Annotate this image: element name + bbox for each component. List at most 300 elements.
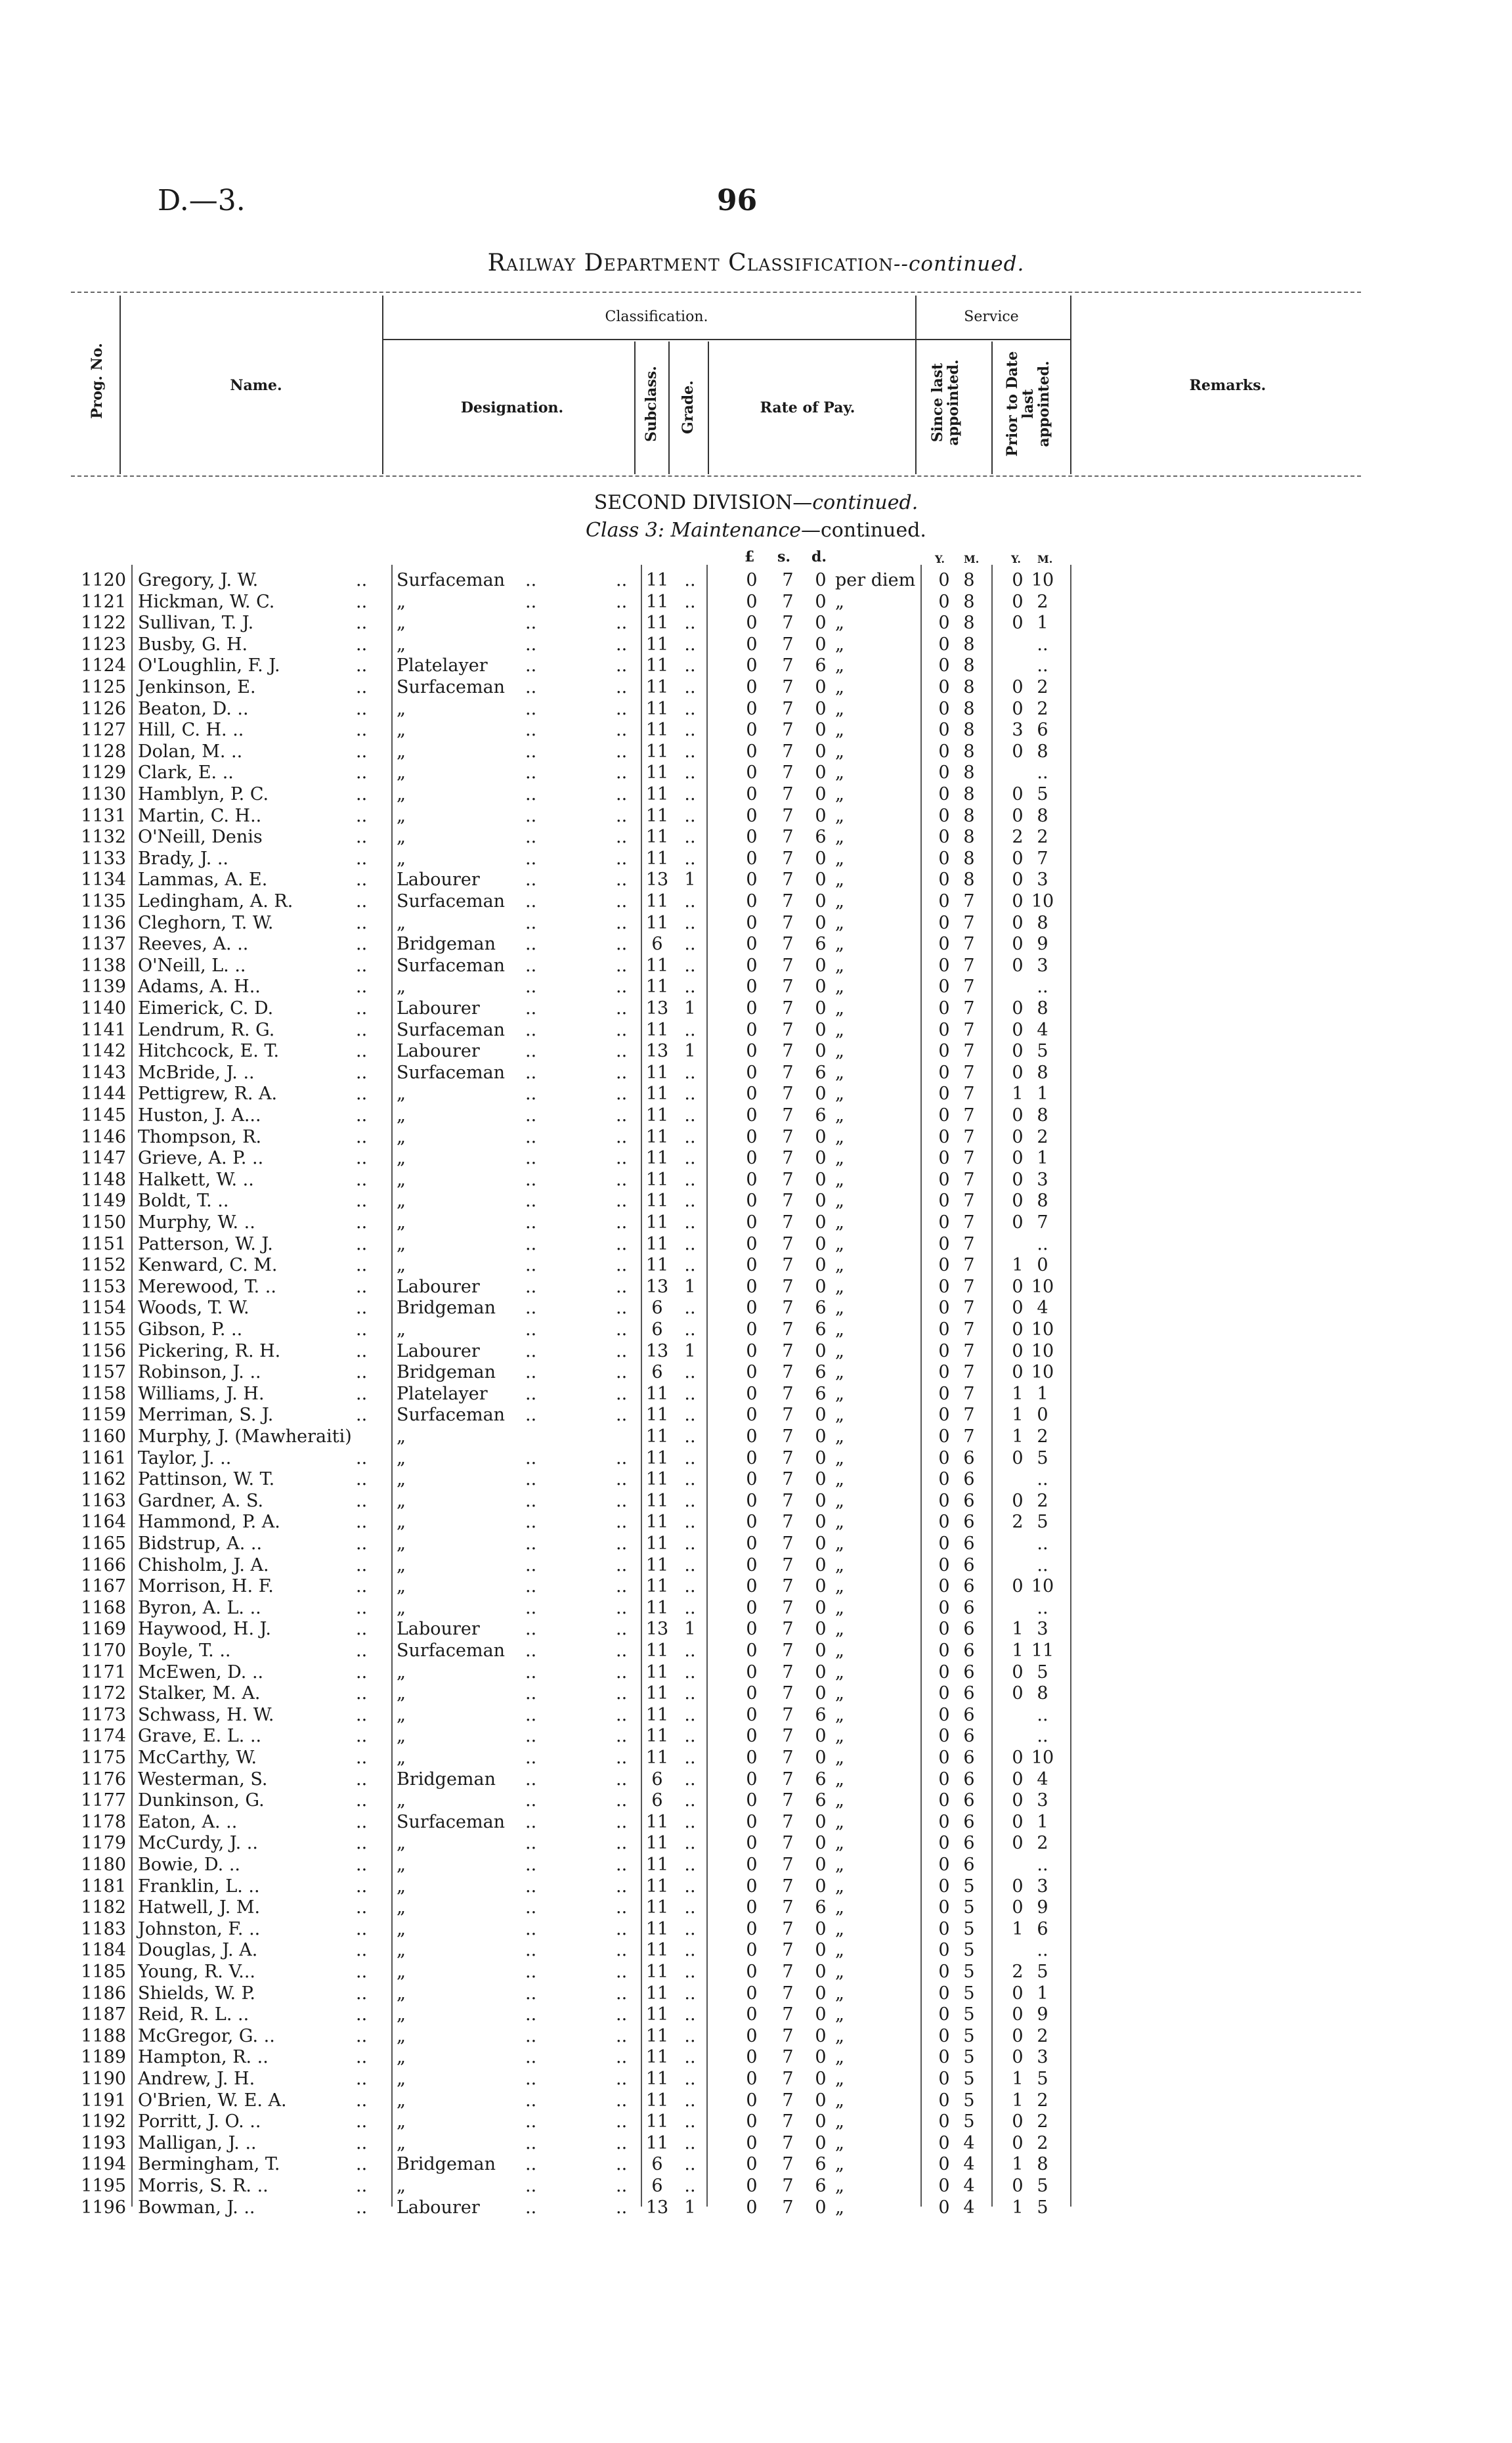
since-years: 0 [938,1426,950,1447]
table-row [0,2026,1512,2047]
pay-pounds: 0 [746,1726,758,1747]
prior-years: 0 [1012,1340,1024,1361]
rule-designation [634,341,636,474]
pay-period: „ [835,2047,844,2068]
designation: „ [397,1918,406,1939]
since-months: 5 [963,1983,975,2004]
pay-period: „ [835,1319,844,1340]
pay-pounds: 0 [746,1383,758,1404]
grade: .. [684,955,696,976]
unit-prior-m: M. [1037,553,1053,565]
table-row [0,1640,1512,1662]
pay-period: „ [835,1619,844,1640]
prog-number: 1161 [81,1447,126,1468]
since-months: 6 [963,1447,975,1468]
grade: .. [684,1640,696,1661]
prog-number: 1181 [81,1876,126,1897]
employee-name: Hatwell, J. M. [138,1897,261,1918]
prior-months: 9 [1037,934,1048,955]
since-years: 0 [938,2176,950,2196]
leader-dots: .. [616,1276,628,1297]
employee-name: Douglas, J. A. [138,1940,258,1961]
page-title [0,250,1512,276]
designation: „ [397,1748,406,1768]
grade: .. [684,1512,696,1533]
prior-years: 0 [1012,1897,1024,1918]
col-prog-no: Prog. No. [89,343,106,419]
designation: „ [397,1790,406,1811]
leader-dots: .. [525,698,537,719]
since-months: 7 [963,1041,975,1062]
pay-period: „ [835,2069,844,2089]
leader-dots: .. [525,1126,537,1147]
leader-dots: .. [525,1469,537,1490]
pay-pence: 6 [815,2176,827,2196]
leader-dots: .. [525,1833,537,1854]
pay-pounds: 0 [746,1576,758,1597]
leader-dots: .. [616,1640,628,1661]
pay-period: „ [835,998,844,1019]
table-row [0,1619,1512,1640]
rule-prior [1070,296,1071,474]
prog-number: 1167 [81,1576,126,1597]
prog-number: 1134 [81,869,126,891]
pay-pounds: 0 [746,698,758,719]
designation: „ [397,1683,406,1704]
pay-pounds: 0 [746,634,758,655]
leader-dots: .. [356,805,368,826]
subclass: 13 [645,998,669,1019]
designation: „ [397,2025,406,2046]
pay-shillings: 7 [782,1469,794,1490]
since-months: 8 [963,784,975,804]
pay-period: „ [835,805,844,826]
pay-pounds: 0 [746,1469,758,1490]
grade: .. [684,1897,696,1918]
leader-dots: .. [525,2047,537,2068]
employee-name: Boldt, T. .. [138,1191,229,1212]
leader-dots: .. [356,1811,368,1832]
leader-dots: .. [356,1191,368,1212]
since-months: 6 [963,1554,975,1575]
grade: .. [684,1726,696,1747]
grade: .. [684,2154,696,2175]
leader-dots: .. [356,1597,368,1618]
subclass: 11 [645,1405,669,1426]
table-row [0,827,1512,848]
table-row [0,956,1512,977]
leader-dots: .. [525,1169,537,1190]
subclass: 13 [645,1041,669,1062]
designation: Surfaceman [397,1640,506,1661]
prior-months: .. [1037,1469,1048,1490]
pay-pence: 0 [815,998,827,1019]
subclass: 11 [645,2069,669,2089]
col-remarks: Remarks. [1189,377,1266,394]
pay-pounds: 0 [746,570,758,590]
pay-period: „ [835,1918,844,1939]
prior-months: 7 [1037,848,1048,869]
leader-dots: .. [616,1233,628,1254]
since-years: 0 [938,1405,950,1426]
leader-dots: .. [525,1212,537,1233]
pay-shillings: 7 [782,2176,794,2196]
pay-pence: 0 [815,848,827,869]
since-months: 8 [963,805,975,826]
since-months: 7 [963,1255,975,1276]
since-years: 0 [938,1597,950,1618]
since-months: 8 [963,698,975,719]
prior-months: 5 [1037,2176,1048,2196]
leader-dots: .. [356,1576,368,1597]
leader-dots: .. [525,805,537,826]
since-years: 0 [938,1126,950,1147]
since-years: 0 [938,677,950,697]
table-row [0,1041,1512,1062]
grade: .. [684,1962,696,1982]
class-continued: —continued. [800,519,926,542]
pay-shillings: 7 [782,613,794,634]
pay-pounds: 0 [746,1811,758,1832]
since-months: 6 [963,1833,975,1854]
subclass: 11 [645,1169,669,1190]
pay-period: „ [835,591,844,612]
leader-dots: .. [356,977,368,998]
prog-number: 1160 [81,1426,126,1447]
leader-dots: .. [525,1748,537,1768]
subclass: 11 [645,591,669,612]
col-grade: Grade. [680,380,697,434]
prog-number: 1149 [81,1191,126,1212]
prog-number: 1136 [81,912,126,933]
designation: „ [397,1084,406,1105]
since-months: 6 [963,1597,975,1618]
grade: .. [684,1126,696,1147]
prior-years: 0 [1012,1748,1024,1768]
subclass: 11 [645,827,669,848]
leader-dots: .. [616,1105,628,1126]
designation: „ [397,1169,406,1190]
leader-dots: .. [616,1405,628,1426]
pay-pounds: 0 [746,1769,758,1790]
pay-pounds: 0 [746,1876,758,1897]
rule-subclass [668,341,670,474]
pay-period: „ [835,1041,844,1062]
leader-dots: .. [356,2154,368,2175]
pay-pence: 0 [815,912,827,933]
table-row [0,762,1512,783]
table-row [0,784,1512,805]
pay-period: „ [835,1469,844,1490]
table-row [0,1533,1512,1554]
pay-pence: 0 [815,1255,827,1276]
pay-shillings: 7 [782,891,794,912]
grade: .. [684,698,696,719]
prior-years: 1 [1012,2069,1024,2089]
leader-dots: .. [356,570,368,590]
since-years: 0 [938,741,950,762]
pay-pence: 0 [815,2025,827,2046]
employee-name: Hammond, P. A. [138,1512,280,1533]
since-months: 6 [963,1683,975,1704]
designation: Surfaceman [397,1019,506,1040]
leader-dots: .. [616,891,628,912]
prior-months: .. [1037,1233,1048,1254]
prior-years: 0 [1012,955,1024,976]
since-months: 7 [963,1405,975,1426]
leader-dots: .. [525,1233,537,1254]
prog-number: 1131 [81,805,126,826]
since-months: 6 [963,1512,975,1533]
employee-name: Porritt, J. O. .. [138,2111,261,2132]
grade: .. [684,1533,696,1554]
grade: .. [684,848,696,869]
prior-years: 0 [1012,613,1024,634]
leader-dots: .. [356,1855,368,1875]
leader-dots: .. [525,655,537,676]
table-row [0,2004,1512,2025]
leader-dots: .. [616,1769,628,1790]
pay-pence: 0 [815,1191,827,1212]
since-years: 0 [938,655,950,676]
since-months: 7 [963,1126,975,1147]
since-months: 7 [963,955,975,976]
leader-dots: .. [525,1533,537,1554]
pay-pounds: 0 [746,1447,758,1468]
leader-dots: .. [525,784,537,804]
pay-pence: 0 [815,1447,827,1468]
prior-months: 8 [1037,912,1048,933]
prog-number: 1144 [81,1084,126,1105]
prior-months: 8 [1037,1062,1048,1083]
subclass: 11 [645,1918,669,1939]
leader-dots: .. [616,1062,628,1083]
leader-dots: .. [356,1255,368,1276]
prior-months: 0 [1037,1405,1048,1426]
grade: .. [684,2176,696,2196]
table-row [0,1855,1512,1876]
pay-shillings: 7 [782,1041,794,1062]
since-months: 4 [963,2176,975,2196]
leader-dots: .. [356,1790,368,1811]
unit-since-m: M. [964,553,980,565]
since-months: 4 [963,2197,975,2218]
table-row [0,934,1512,955]
grade: .. [684,2004,696,2025]
class-label: Class 3: [586,519,664,542]
pay-pounds: 0 [746,1597,758,1618]
employee-name: Hamblyn, P. C. [138,784,269,804]
table-row [0,1170,1512,1191]
leader-dots: .. [616,1169,628,1190]
leader-dots: .. [525,591,537,612]
employee-name: Pettigrew, R. A. [138,1084,278,1105]
pay-pence: 0 [815,1662,827,1683]
division-continued: continued. [812,491,918,514]
designation: Surfaceman [397,1811,506,1832]
leader-dots: .. [525,1319,537,1340]
leader-dots: .. [525,1447,537,1468]
table-row [0,1127,1512,1148]
prog-number: 1146 [81,1126,126,1147]
subclass: 11 [645,1554,669,1575]
since-years: 0 [938,634,950,655]
since-years: 0 [938,1233,950,1254]
leader-dots: .. [525,1983,537,2004]
since-years: 0 [938,934,950,955]
designation: „ [397,762,406,783]
pay-period: „ [835,1790,844,1811]
leader-dots: .. [616,955,628,976]
pay-pounds: 0 [746,1126,758,1147]
pay-pounds: 0 [746,1748,758,1768]
leader-dots: .. [525,1640,537,1661]
since-years: 0 [938,955,950,976]
pay-shillings: 7 [782,977,794,998]
prior-years: 0 [1012,570,1024,590]
grade: .. [684,1833,696,1854]
since-years: 0 [938,1940,950,1961]
leader-dots: .. [616,1212,628,1233]
pay-period: „ [835,912,844,933]
since-months: 8 [963,741,975,762]
pay-pence: 0 [815,1855,827,1875]
since-months: 6 [963,1811,975,1832]
grade: 1 [684,998,696,1019]
since-months: 6 [963,1704,975,1725]
since-years: 0 [938,1790,950,1811]
pay-shillings: 7 [782,869,794,891]
leader-dots: .. [356,1512,368,1533]
subclass: 11 [645,912,669,933]
pay-pounds: 0 [746,655,758,676]
prior-months: 6 [1037,1918,1048,1939]
prior-months: 8 [1037,1191,1048,1212]
prog-number: 1185 [81,1962,126,1982]
grade: .. [684,1148,696,1169]
pay-pence: 0 [815,1126,827,1147]
since-months: 5 [963,2090,975,2111]
leader-dots: .. [356,1148,368,1169]
designation: „ [397,1833,406,1854]
prior-years: 3 [1012,720,1024,741]
pay-pence: 0 [815,977,827,998]
since-months: 7 [963,1191,975,1212]
prog-number: 1124 [81,655,126,676]
since-years: 0 [938,1811,950,1832]
table-row [0,1726,1512,1747]
leader-dots: .. [356,677,368,697]
pay-shillings: 7 [782,720,794,741]
subclass: 11 [645,2111,669,2132]
pay-pounds: 0 [746,827,758,848]
prior-years: 1 [1012,1255,1024,1276]
pay-pence: 6 [815,1769,827,1790]
subclass: 11 [645,2047,669,2068]
prior-years: 0 [1012,1983,1024,2004]
employee-name: Byron, A. L. .. [138,1597,261,1618]
pay-shillings: 7 [782,1105,794,1126]
leader-dots: .. [525,1512,537,1533]
leader-dots: .. [356,1490,368,1511]
employee-name: McBride, J. .. [138,1062,255,1083]
leader-dots: .. [616,998,628,1019]
prog-number: 1173 [81,1704,126,1725]
pay-pounds: 0 [746,1105,758,1126]
pay-shillings: 7 [782,934,794,955]
leader-dots: .. [616,2047,628,2068]
leader-dots: .. [616,762,628,783]
since-months: 8 [963,613,975,634]
prior-years: 0 [1012,1298,1024,1319]
prog-number: 1184 [81,1940,126,1961]
leader-dots: .. [616,848,628,869]
leader-dots: .. [525,1619,537,1640]
prior-years: 0 [1012,2004,1024,2025]
pay-period: „ [835,1447,844,1468]
pay-period: „ [835,848,844,869]
grade: .. [684,1105,696,1126]
since-years: 0 [938,1662,950,1683]
leader-dots: .. [356,2197,368,2218]
prior-years: 1 [1012,1084,1024,1105]
pay-pounds: 0 [746,1426,758,1447]
since-months: 7 [963,1298,975,1319]
grade: .. [684,805,696,826]
pay-pounds: 0 [746,848,758,869]
designation: Labourer [397,998,480,1019]
leader-dots: .. [356,591,368,612]
leader-dots: .. [525,1405,537,1426]
since-years: 0 [938,2132,950,2153]
table-row [0,977,1512,998]
table-row [0,1084,1512,1105]
employee-name: McGregor, G. .. [138,2025,275,2046]
since-months: 7 [963,934,975,955]
grade: .. [684,741,696,762]
pay-pounds: 0 [746,1062,758,1083]
grade: .. [684,1233,696,1254]
prior-years: 0 [1012,891,1024,912]
pay-pence: 0 [815,2069,827,2089]
since-years: 0 [938,848,950,869]
employee-name: Bowman, J. .. [138,2197,255,2218]
designation: Platelayer [397,655,488,676]
grade: .. [684,1748,696,1768]
subclass: 11 [645,784,669,804]
leader-dots: .. [616,827,628,848]
pay-period: „ [835,655,844,676]
pay-period: per diem [835,570,916,590]
pay-shillings: 7 [782,1447,794,1468]
leader-dots: .. [525,1191,537,1212]
pay-period: „ [835,1169,844,1190]
subclass: 11 [645,1126,669,1147]
since-months: 6 [963,1640,975,1661]
table-row [0,2047,1512,2068]
prior-months: 2 [1037,2090,1048,2111]
prior-years: 0 [1012,1490,1024,1511]
since-years: 0 [938,1748,950,1768]
grade: .. [684,1319,696,1340]
subclass: 11 [645,698,669,719]
col-prior: Prior to Date last appointed. [1004,351,1052,457]
prog-number: 1171 [81,1662,126,1683]
pay-period: „ [835,869,844,891]
pay-shillings: 7 [782,634,794,655]
prog-number: 1159 [81,1405,126,1426]
pay-period: „ [835,1255,844,1276]
